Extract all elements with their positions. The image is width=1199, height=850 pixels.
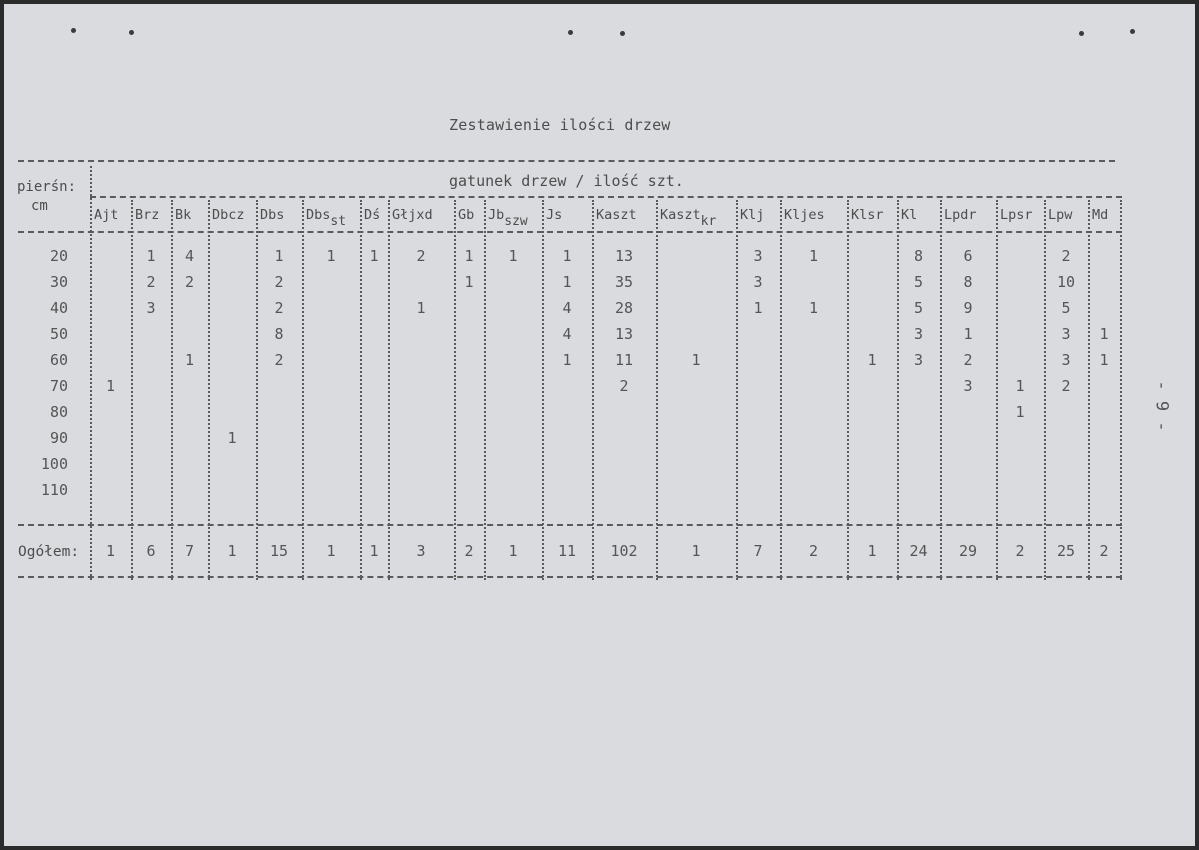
typewritten-page xyxy=(4,4,1195,846)
species-subscript: kr xyxy=(700,214,717,229)
punch-hole xyxy=(71,28,76,33)
species-name: Gb xyxy=(458,207,475,223)
total-cell: 7 xyxy=(184,542,195,560)
table-cell: 2 xyxy=(619,377,629,395)
species-header-cell xyxy=(306,207,346,229)
header-bottom-rule xyxy=(18,231,1122,233)
dbh-row-label: 110 xyxy=(40,481,68,499)
table-cell: 1 xyxy=(326,247,336,265)
table-cell: 1 xyxy=(184,351,195,369)
table-cell: 3 xyxy=(753,273,763,291)
species-name: Klsr xyxy=(851,207,884,223)
table-cell: 1 xyxy=(691,351,701,369)
species-name: Lpsr xyxy=(1000,207,1033,223)
species-header-cell xyxy=(1092,207,1108,223)
dbh-row-label: 50 xyxy=(49,325,68,343)
punch-hole xyxy=(1130,29,1135,34)
dbh-row-label: 100 xyxy=(40,455,68,473)
table-cell: 1 xyxy=(274,247,284,265)
species-header-cell xyxy=(175,207,191,223)
species-name: Bk xyxy=(175,207,192,223)
dbh-row-label: 90 xyxy=(49,429,68,447)
species-header-cell xyxy=(944,207,977,223)
total-cell: 6 xyxy=(146,542,156,560)
table-cell: 4 xyxy=(184,247,195,265)
table-cell: 2 xyxy=(274,299,284,317)
table-cell: 3 xyxy=(913,351,924,369)
species-name: Dbcz xyxy=(212,207,245,223)
species-name: Kaszt xyxy=(596,207,637,223)
column-separator xyxy=(656,200,658,580)
dbh-unit-label: cm xyxy=(31,198,48,214)
species-name: Jb xyxy=(488,207,505,223)
table-cell: 3 xyxy=(753,247,763,265)
table-cell: 2 xyxy=(963,351,973,369)
species-name: Md xyxy=(1092,207,1109,223)
total-cell: 7 xyxy=(753,542,763,560)
species-header-cell xyxy=(784,207,825,223)
total-cell: 15 xyxy=(269,542,289,560)
total-cell: 29 xyxy=(958,542,978,560)
table-cell: 28 xyxy=(614,299,634,317)
table-cell: 35 xyxy=(614,273,634,291)
species-header-cell xyxy=(660,207,716,229)
table-cell: 1 xyxy=(1015,377,1025,395)
table-cell: 2 xyxy=(146,273,156,291)
table-cell: 1 xyxy=(562,247,572,265)
table-cell: 4 xyxy=(562,325,572,343)
species-name: Dbs xyxy=(260,207,285,223)
species-header-cell xyxy=(260,207,284,223)
table-cell: 1 xyxy=(508,247,518,265)
species-name: Lpw xyxy=(1048,207,1073,223)
table-cell: 2 xyxy=(1061,377,1071,395)
total-cell: 1 xyxy=(867,542,877,560)
table-cell: 3 xyxy=(963,377,973,395)
species-name: Brz xyxy=(135,207,160,223)
species-header-cell xyxy=(212,207,245,223)
table-cell: 3 xyxy=(1061,351,1071,369)
column-separator xyxy=(256,200,258,580)
table-cell: 11 xyxy=(614,351,634,369)
table-cell: 1 xyxy=(105,377,116,395)
table-cell: 8 xyxy=(274,325,284,343)
table-cell: 8 xyxy=(913,247,924,265)
table-cell: 8 xyxy=(963,273,973,291)
table-cell: 4 xyxy=(562,299,572,317)
table-cell: 1 xyxy=(146,247,156,265)
table-cell: 13 xyxy=(614,247,634,265)
total-cell: 2 xyxy=(464,542,474,560)
total-cell: 2 xyxy=(1015,542,1025,560)
column-separator xyxy=(1088,200,1090,580)
species-header-cell xyxy=(546,207,562,223)
dbh-row-label: 40 xyxy=(49,299,68,317)
dbh-header-label: pierśn: xyxy=(17,179,77,195)
species-header: gatunek drzew / ilość szt. xyxy=(449,172,684,190)
column-separator xyxy=(780,200,782,580)
table-cell: 1 xyxy=(867,351,877,369)
column-separator xyxy=(1120,200,1122,580)
total-cell: 24 xyxy=(909,542,928,560)
totals-label: Ogółem: xyxy=(18,544,80,560)
species-name: Kljes xyxy=(784,207,825,223)
column-separator xyxy=(996,200,998,580)
table-cell: 6 xyxy=(963,247,973,265)
species-name: Ajt xyxy=(94,207,119,223)
species-header-cell xyxy=(740,207,764,223)
punch-hole xyxy=(1079,31,1084,36)
species-name: Dś xyxy=(364,207,381,223)
table-cell: 1 xyxy=(416,299,426,317)
species-name: Dbs xyxy=(306,207,331,223)
dbh-row-label: 70 xyxy=(49,377,68,395)
table-top-rule xyxy=(18,160,1115,162)
table-cell: 1 xyxy=(369,247,379,265)
table-cell: 3 xyxy=(146,299,156,317)
total-cell: 25 xyxy=(1056,542,1076,560)
species-header-cell xyxy=(901,207,917,223)
species-name: Kaszt xyxy=(660,207,701,223)
dbh-row-label: 20 xyxy=(49,247,68,265)
table-cell: 2 xyxy=(1061,247,1071,265)
table-cell: 5 xyxy=(913,273,924,291)
species-header-cell xyxy=(458,207,474,223)
total-cell: 2 xyxy=(808,542,819,560)
species-header-cell xyxy=(364,207,380,223)
species-name: Js xyxy=(546,207,563,223)
total-cell: 11 xyxy=(557,542,577,560)
total-cell: 1 xyxy=(326,542,336,560)
total-cell: 1 xyxy=(691,542,701,560)
total-cell: 1 xyxy=(508,542,518,560)
column-separator xyxy=(940,200,942,580)
table-cell: 3 xyxy=(913,325,924,343)
table-cell: 1 xyxy=(562,273,572,291)
table-cell: 1 xyxy=(464,247,474,265)
table-cell: 13 xyxy=(614,325,634,343)
table-cell: 1 xyxy=(808,299,819,317)
total-cell: 1 xyxy=(369,542,379,560)
dbh-row-label: 80 xyxy=(49,403,68,421)
table-cell: 5 xyxy=(1061,299,1071,317)
totals-top-rule xyxy=(18,524,1122,526)
species-name: Klj xyxy=(740,207,765,223)
column-separator xyxy=(302,200,304,580)
species-header-cell xyxy=(135,207,159,223)
total-cell: 1 xyxy=(105,542,116,560)
total-cell: 3 xyxy=(416,542,426,560)
table-cell: 1 xyxy=(227,429,237,447)
species-header-cell xyxy=(488,207,528,229)
species-header-cell xyxy=(94,207,118,223)
dbh-row-label: 60 xyxy=(49,351,68,369)
table-cell: 9 xyxy=(963,299,973,317)
table-cell: 3 xyxy=(1061,325,1071,343)
column-separator xyxy=(592,200,594,580)
table-cell: 1 xyxy=(753,299,763,317)
species-name: Kl xyxy=(901,207,918,223)
total-cell: 1 xyxy=(227,542,237,560)
species-header-cell xyxy=(596,207,637,223)
total-cell: 2 xyxy=(1099,542,1109,560)
total-cell: 102 xyxy=(610,542,638,560)
table-bottom-rule xyxy=(18,576,1122,578)
table-cell: 1 xyxy=(464,273,474,291)
dbh-row-label: 30 xyxy=(49,273,68,291)
species-subscript: szw xyxy=(504,214,528,229)
table-cell: 1 xyxy=(963,325,973,343)
table-cell: 2 xyxy=(416,247,426,265)
page-number: - 9 - xyxy=(1151,380,1172,432)
species-header-cell xyxy=(392,207,433,223)
table-cell: 2 xyxy=(184,273,195,291)
table-cell: 1 xyxy=(1099,351,1109,369)
punch-hole xyxy=(568,30,573,35)
column-separator xyxy=(90,166,92,580)
species-header-cell xyxy=(1048,207,1072,223)
table-cell: 1 xyxy=(562,351,572,369)
species-name: Głjxd xyxy=(392,207,433,223)
column-separator xyxy=(542,200,544,580)
table-cell: 1 xyxy=(1099,325,1109,343)
table-cell: 5 xyxy=(913,299,924,317)
species-header-cell xyxy=(851,207,884,223)
punch-hole xyxy=(620,31,625,36)
table-cell: 10 xyxy=(1056,273,1076,291)
species-subscript: st xyxy=(330,214,347,229)
species-name: Lpdr xyxy=(944,207,977,223)
punch-hole xyxy=(129,30,134,35)
species-header-cell xyxy=(1000,207,1033,223)
table-cell: 1 xyxy=(808,247,819,265)
column-separator xyxy=(847,200,849,580)
page-title: Zestawienie ilości drzew xyxy=(449,116,671,134)
table-cell: 2 xyxy=(274,351,284,369)
table-cell: 2 xyxy=(274,273,284,291)
table-cell: 1 xyxy=(1015,403,1025,421)
species-header-rule xyxy=(90,196,1122,198)
